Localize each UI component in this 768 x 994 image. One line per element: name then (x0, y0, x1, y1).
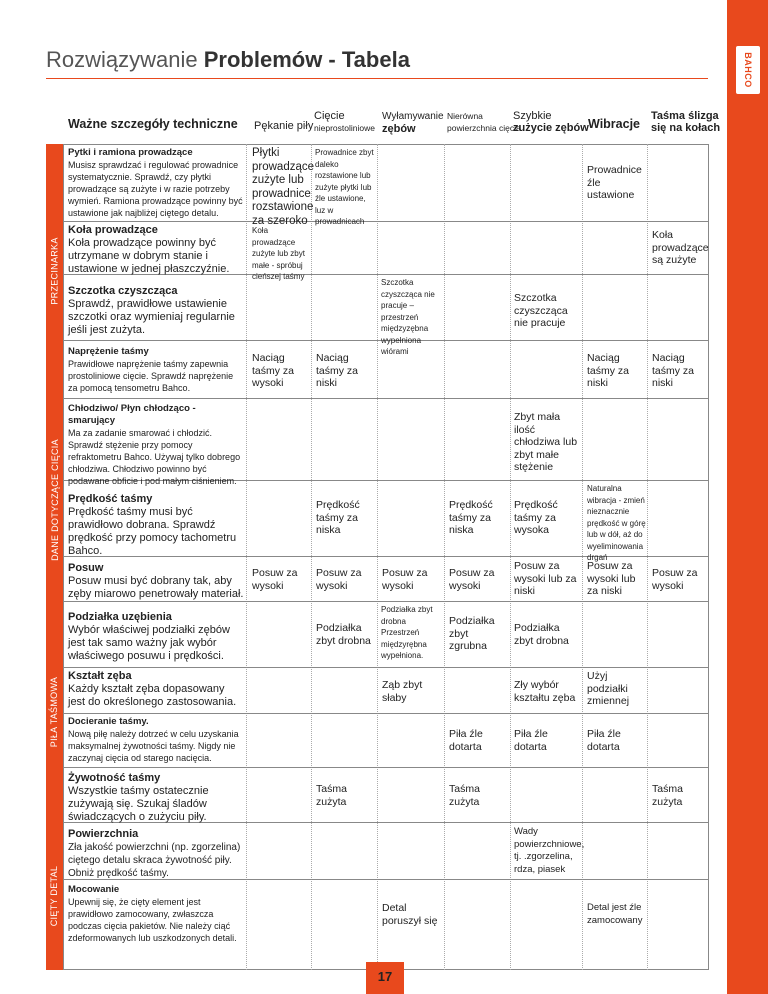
row-tooth-shape (68, 670, 244, 709)
row-surface (68, 828, 244, 880)
page-number: 17 (366, 962, 404, 994)
cell: Użyj podziałki zmiennej (587, 670, 630, 707)
header-col4-a: Nierówna (447, 111, 483, 121)
cell: Szczotka czyszcząca nie pracuje (514, 292, 568, 329)
row-desc: Musisz sprawdzać i regulować prowadnice systematycznie. Sprawdź, czy płytki prowadzące są zużyte i w razie potrzeby wymień. Ramiona prowadzące powinny być ustawione jak najbliżej ciętego detalu. (68, 160, 243, 218)
orange-side-bar (727, 0, 768, 994)
row-blade-life (68, 772, 244, 824)
bahco-logo (736, 46, 760, 94)
cell: Posuw za wysoki lub za niski (587, 560, 636, 597)
cell: Płytki prowadzące zużyte lub prowadnice rozstawione za szeroko (252, 147, 315, 227)
row-divider (63, 221, 709, 222)
row-desc: Zła jakość powierzchni (np. zgorzelina) ciętego detalu skraca żywotność piły. Obniż prędkość taśmy. (68, 842, 241, 879)
row-title: Posuw (68, 562, 104, 574)
col-divider (311, 144, 312, 970)
row-desc: Wybór właściwej podziałki zębów jest tak samo ważny jak wybór właściwego posuwu i prędkości. (68, 624, 230, 662)
header-col6: Wibracje (588, 117, 640, 131)
col-divider (377, 144, 378, 970)
title-bold: Problemów - Tabela (203, 47, 410, 72)
cell: Naciąg taśmy za niski (652, 352, 695, 389)
row-title: Szczotka czyszcząca (68, 285, 178, 297)
header-col7-b: się na kołach (651, 122, 721, 134)
cell: Piła źle dotarta (449, 728, 483, 753)
row-desc: Wszystkie taśmy ostatecznie zużywają się. Szukaj śladów świadczących o zużyciu piły. (68, 785, 209, 823)
header-col5-a: Szybkie (513, 110, 552, 122)
section-label: PRZECINARKA (49, 237, 60, 305)
row-title: Żywotność taśmy (68, 772, 161, 784)
cell: Prowadnice zbyt daleko rozstawione lub zużyte płytki lub źle ustawione, luz w prowadnicach (315, 148, 374, 226)
cell: Posuw za wysoki lub za niski (514, 560, 577, 597)
cell: Ząb zbyt słaby (382, 679, 423, 704)
cell: Zły wybór kształtu zęba (514, 679, 576, 704)
cell: Prędkość taśmy za niska (449, 499, 493, 536)
row-title: Kształt zęba (68, 670, 132, 682)
row-wheels (68, 224, 244, 276)
row-title: Prędkość taśmy (68, 493, 153, 505)
row-title: Pytki i ramiona prowadzące (68, 147, 193, 158)
row-divider (63, 601, 709, 602)
col-divider (246, 144, 247, 970)
cell: Prowadnice źle ustawione (587, 164, 642, 201)
cell: Piła źle dotarta (587, 728, 621, 753)
cell: Naturalna wibracja - zmień nieznacznie prędkość w górę lub w dół, aż do wyeliminowania drgań (587, 484, 646, 562)
row-desc: Każdy kształt zęba dopasowany jest do określonego zastosowania. (68, 683, 237, 708)
row-title: Chłodziwo/ Płyn chłodząco - smarujący (68, 403, 196, 426)
row-coolant (68, 403, 244, 487)
section-tab-detal (46, 822, 63, 970)
row-tension (68, 346, 244, 394)
section-tab-pila (46, 601, 63, 822)
row-divider (63, 398, 709, 399)
cell: Prędkość taśmy za niska (316, 499, 360, 536)
row-running-in (68, 716, 244, 764)
row-desc: Prędkość taśmy musi być prawidłowo dobrana. Sprawdź prędkość przy pomocy tachometru Bahco. (68, 506, 237, 557)
row-clamping (68, 884, 244, 944)
col-divider (510, 144, 511, 970)
title-rule (46, 78, 708, 79)
cell: Koła prowadzące są zużyte (652, 229, 709, 266)
row-title: Powierzchnia (68, 828, 139, 840)
header-col1: Pękanie piły (254, 120, 314, 132)
row-speed (68, 493, 244, 558)
row-desc: Ma za zadanie smarować i chłodzić. Sprawdź stężenie przy pomocy refraktometru Bahco. Używaj tylko dobrego chłodziwa. Chłodziwo powinno być podawane obficie i pod małym ciśnieniem. (68, 428, 241, 486)
cell: Podziałka zbyt drobna Przestrzeń międzyrębna wypełniona. (381, 605, 433, 660)
cell: Posuw za wysoki (316, 567, 362, 592)
header-col7-a: Taśma ślizga (651, 110, 719, 122)
section-label: CIĘTY DETAL (49, 865, 60, 927)
header-col5-b: zużycie zębów (513, 122, 589, 134)
row-desc: Posuw musi być dobrany tak, aby zęby miarowo penetrowały materiał. (68, 575, 244, 600)
cell: Posuw za wysoki (652, 567, 698, 592)
title-light: Rozwiązywanie (46, 47, 198, 72)
cell: Naciąg taśmy za wysoki (252, 352, 295, 389)
header-col2-b: nieprostoliniowe (314, 123, 375, 133)
cell: Naciąg taśmy za niski (316, 352, 359, 389)
section-label: PIŁA TAŚMOWA (49, 676, 60, 747)
row-title: Koła prowadzące (68, 224, 158, 236)
cell: Szczotka czyszcząca nie pracuje – przestrzeń międzyzębna wypełniona wiórami (381, 278, 435, 356)
section-tab-dane (46, 398, 63, 601)
cell: Koła prowadzące zużyte lub zbyt małe - spróbuj cieńszej taśmy (252, 226, 305, 281)
cell: Posuw za wysoki (252, 567, 298, 592)
row-pitch (68, 611, 244, 663)
cell: Prędkość taśmy za wysoka (514, 499, 558, 536)
section-tab-przecinarka (46, 144, 63, 398)
row-title: Docieranie taśmy. (68, 716, 149, 727)
row-title: Mocowanie (68, 884, 120, 895)
cell: Podziałka zbyt drobna (316, 622, 371, 647)
cell: Podziałka zbyt zgrubna (449, 615, 495, 652)
cell: Taśma zużyta (316, 783, 347, 808)
header-technical: Ważne szczegóły techniczne (68, 117, 238, 131)
cell: Taśma zużyta (449, 783, 480, 808)
cell: Wady powierzchniowe, tj. .zgorzelina, rdza, piasek (514, 826, 585, 875)
row-brush (68, 285, 244, 337)
section-label: DANE DOTYCZĄCE CIĘCIA (49, 438, 60, 561)
row-divider (63, 667, 709, 668)
row-divider (63, 713, 709, 714)
row-desc: Sprawdź, prawidłowe ustawienie szczotki oraz wymieniaj regularnie jeśli jest zużyta. (68, 298, 235, 336)
row-divider (63, 767, 709, 768)
header-col4-b: powierzchnia cięcia (447, 123, 521, 133)
row-desc: Prawidłowe naprężenie taśmy zapewnia prostoliniowe cięcie. Sprawdź naprężenie za pomocą tensometru Bahco. (68, 359, 234, 393)
cell: Posuw za wysoki (449, 567, 495, 592)
page-title (46, 47, 410, 73)
row-feed (68, 562, 244, 601)
header-col3-a: Wyłamywanie (382, 111, 444, 122)
col-divider (647, 144, 648, 970)
header-col3-b: zębów (382, 123, 416, 135)
cell: Detal poruszył się (382, 902, 438, 927)
cell: Detal jest źle zamocowany (587, 902, 643, 926)
logo-text: BAHCO (743, 52, 753, 88)
cell: Podziałka zbyt drobna (514, 622, 569, 647)
cell: Naciąg taśmy za niski (587, 352, 630, 389)
row-title: Naprężenie taśmy (68, 346, 149, 357)
cell: Piła źle dotarta (514, 728, 548, 753)
col-divider (444, 144, 445, 970)
cell: Zbyt mała ilość chłodziwa lub zbyt małe stężenie (514, 411, 578, 473)
cell: Taśma zużyta (652, 783, 683, 808)
row-desc: Upewnij się, że cięty element jest prawidłowo zamocowany, zwłaszcza podczas cięcia pakietów. Nie należy ciąć zdeformowanych lub uszkodzonych detali. (68, 897, 237, 943)
row-guides (68, 147, 244, 219)
row-desc: Koła prowadzące powinny być utrzymane w dobrym stanie i ustawione w jednej płaszczyźnie. (68, 237, 230, 275)
row-title: Podziałka uzębienia (68, 611, 172, 623)
header-col2-a: Cięcie (314, 110, 345, 122)
cell: Posuw za wysoki (382, 567, 428, 592)
row-desc: Nową piłę należy dotrzeć w celu uzyskania maksymalnej żywotności taśmy. Nigdy nie zaczynaj cięcia od starego nacięcia. (68, 729, 239, 763)
